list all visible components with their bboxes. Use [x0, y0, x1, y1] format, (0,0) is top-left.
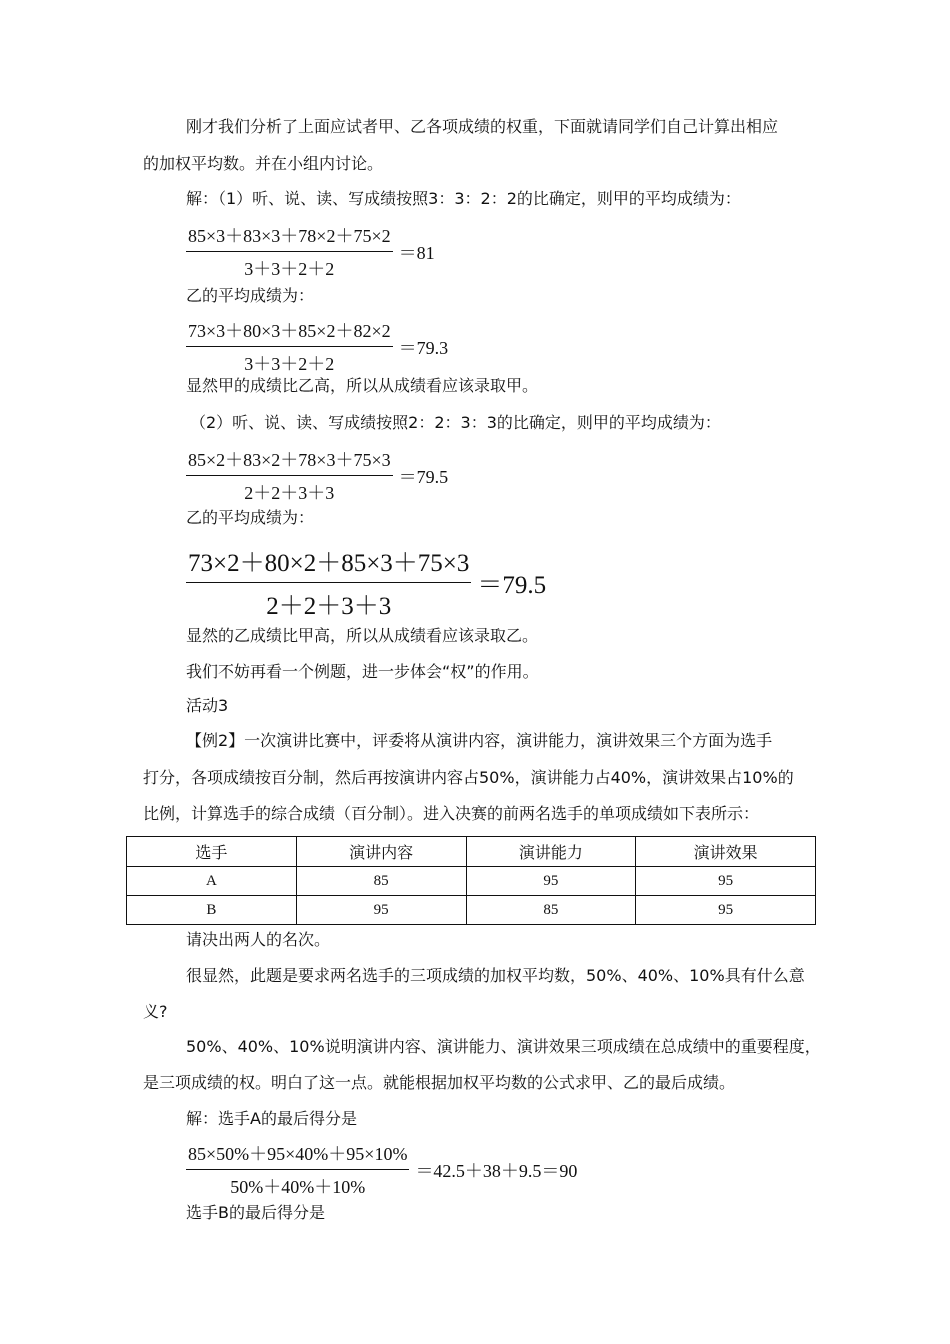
solution-part2-intro: （2）听、说、读、写成绩按照2：2：3：3的比确定，则甲的平均成绩为：	[190, 413, 721, 432]
score-table	[126, 836, 816, 925]
formula-result: ＝42.5＋38＋9.5＝90	[415, 1160, 578, 1181]
yi-average-label-1: 乙的平均成绩为：	[186, 286, 315, 305]
formula-denominator: 50%＋40%＋10%	[230, 1177, 366, 1197]
formula-player-a	[186, 1140, 577, 1199]
formula-result: ＝79.3	[398, 337, 449, 358]
table-cell: 95	[636, 896, 816, 925]
formula-yi-avg-2	[186, 543, 546, 622]
formula-denominator: 3＋3＋2＋2	[244, 354, 335, 374]
formula-numerator: 73×3＋80×3＋85×2＋82×2	[186, 317, 393, 347]
table-cell: 85	[296, 867, 466, 896]
conclusion-2: 显然的乙成绩比甲高，所以从成绩看应该录取乙。	[186, 626, 539, 645]
example2-line3: 比例，计算选手的综合成绩（百分制）。进入决赛的前两名选手的单项成绩如下表所示：	[143, 804, 760, 823]
table-row	[127, 867, 816, 896]
table-cell: B	[127, 896, 297, 925]
paragraph-intro-line2: 的加权平均数。并在小组内讨论。	[143, 154, 384, 173]
example2-line1: 【例2】一次演讲比赛中，评委将从演讲内容，演讲能力，演讲效果三个方面为选手	[186, 731, 773, 750]
formula-jia-avg-2	[186, 446, 448, 505]
meaning-line1: 50%、40%、10%说明演讲内容、演讲能力、演讲效果三项成绩在总成绩中的重要程度，	[186, 1037, 821, 1056]
formula-jia-avg-1	[186, 222, 435, 281]
obvious-line2: 义?	[143, 1002, 168, 1021]
formula-numerator: 73×2＋80×2＋85×3＋75×3	[186, 543, 471, 583]
table-header-cell: 选手	[127, 837, 297, 867]
table-row	[127, 896, 816, 925]
table-cell: 95	[296, 896, 466, 925]
formula-numerator: 85×50%＋95×40%＋95×10%	[186, 1140, 409, 1170]
example2-line2: 打分，各项成绩按百分制，然后再按演讲内容占50%，演讲能力占40%，演讲效果占10%的	[143, 768, 794, 787]
table-cell: 85	[466, 896, 636, 925]
table-cell: 95	[636, 867, 816, 896]
yi-average-label-2: 乙的平均成绩为：	[186, 508, 315, 527]
rank-question: 请决出两人的名次。	[186, 930, 331, 949]
formula-denominator: 3＋3＋2＋2	[244, 259, 335, 279]
table-cell: 95	[466, 867, 636, 896]
solution-player-b: 选手B的最后得分是	[186, 1203, 325, 1222]
formula-result: ＝79.5	[398, 466, 449, 487]
obvious-line1: 很显然，此题是要求两名选手的三项成绩的加权平均数，50%、40%、10%具有什么意	[186, 966, 805, 985]
solution-part1-intro: 解：（1）听、说、读、写成绩按照3：3：2：2的比确定，则甲的平均成绩为：	[186, 189, 741, 208]
solution-player-a: 解：选手A的最后得分是	[186, 1109, 357, 1128]
paragraph-intro-line1: 刚才我们分析了上面应试者甲、乙各项成绩的权重，下面就请同学们自己计算出相应	[186, 117, 779, 136]
table-header-row	[127, 837, 816, 867]
table-header-cell: 演讲内容	[296, 837, 466, 867]
table-header-cell: 演讲效果	[636, 837, 816, 867]
meaning-line2: 是三项成绩的权。明白了这一点。就能根据加权平均数的公式求甲、乙的最后成绩。	[143, 1073, 736, 1092]
formula-denominator: 2＋2＋3＋3	[244, 483, 335, 503]
table-cell: A	[127, 867, 297, 896]
formula-denominator: 2＋2＋3＋3	[266, 593, 392, 620]
table-header-cell: 演讲能力	[466, 837, 636, 867]
conclusion-1: 显然甲的成绩比乙高，所以从成绩看应该录取甲。	[186, 376, 539, 395]
formula-numerator: 85×3＋83×3＋78×2＋75×2	[186, 222, 393, 252]
activity-heading: 活动3	[186, 696, 229, 715]
formula-result: ＝79.5	[477, 571, 547, 599]
formula-numerator: 85×2＋83×2＋78×3＋75×3	[186, 446, 393, 476]
quan-intro: 我们不妨再看一个例题，进一步体会“权”的作用。	[186, 662, 539, 681]
formula-result: ＝81	[398, 242, 435, 263]
formula-yi-avg-1	[186, 317, 448, 376]
